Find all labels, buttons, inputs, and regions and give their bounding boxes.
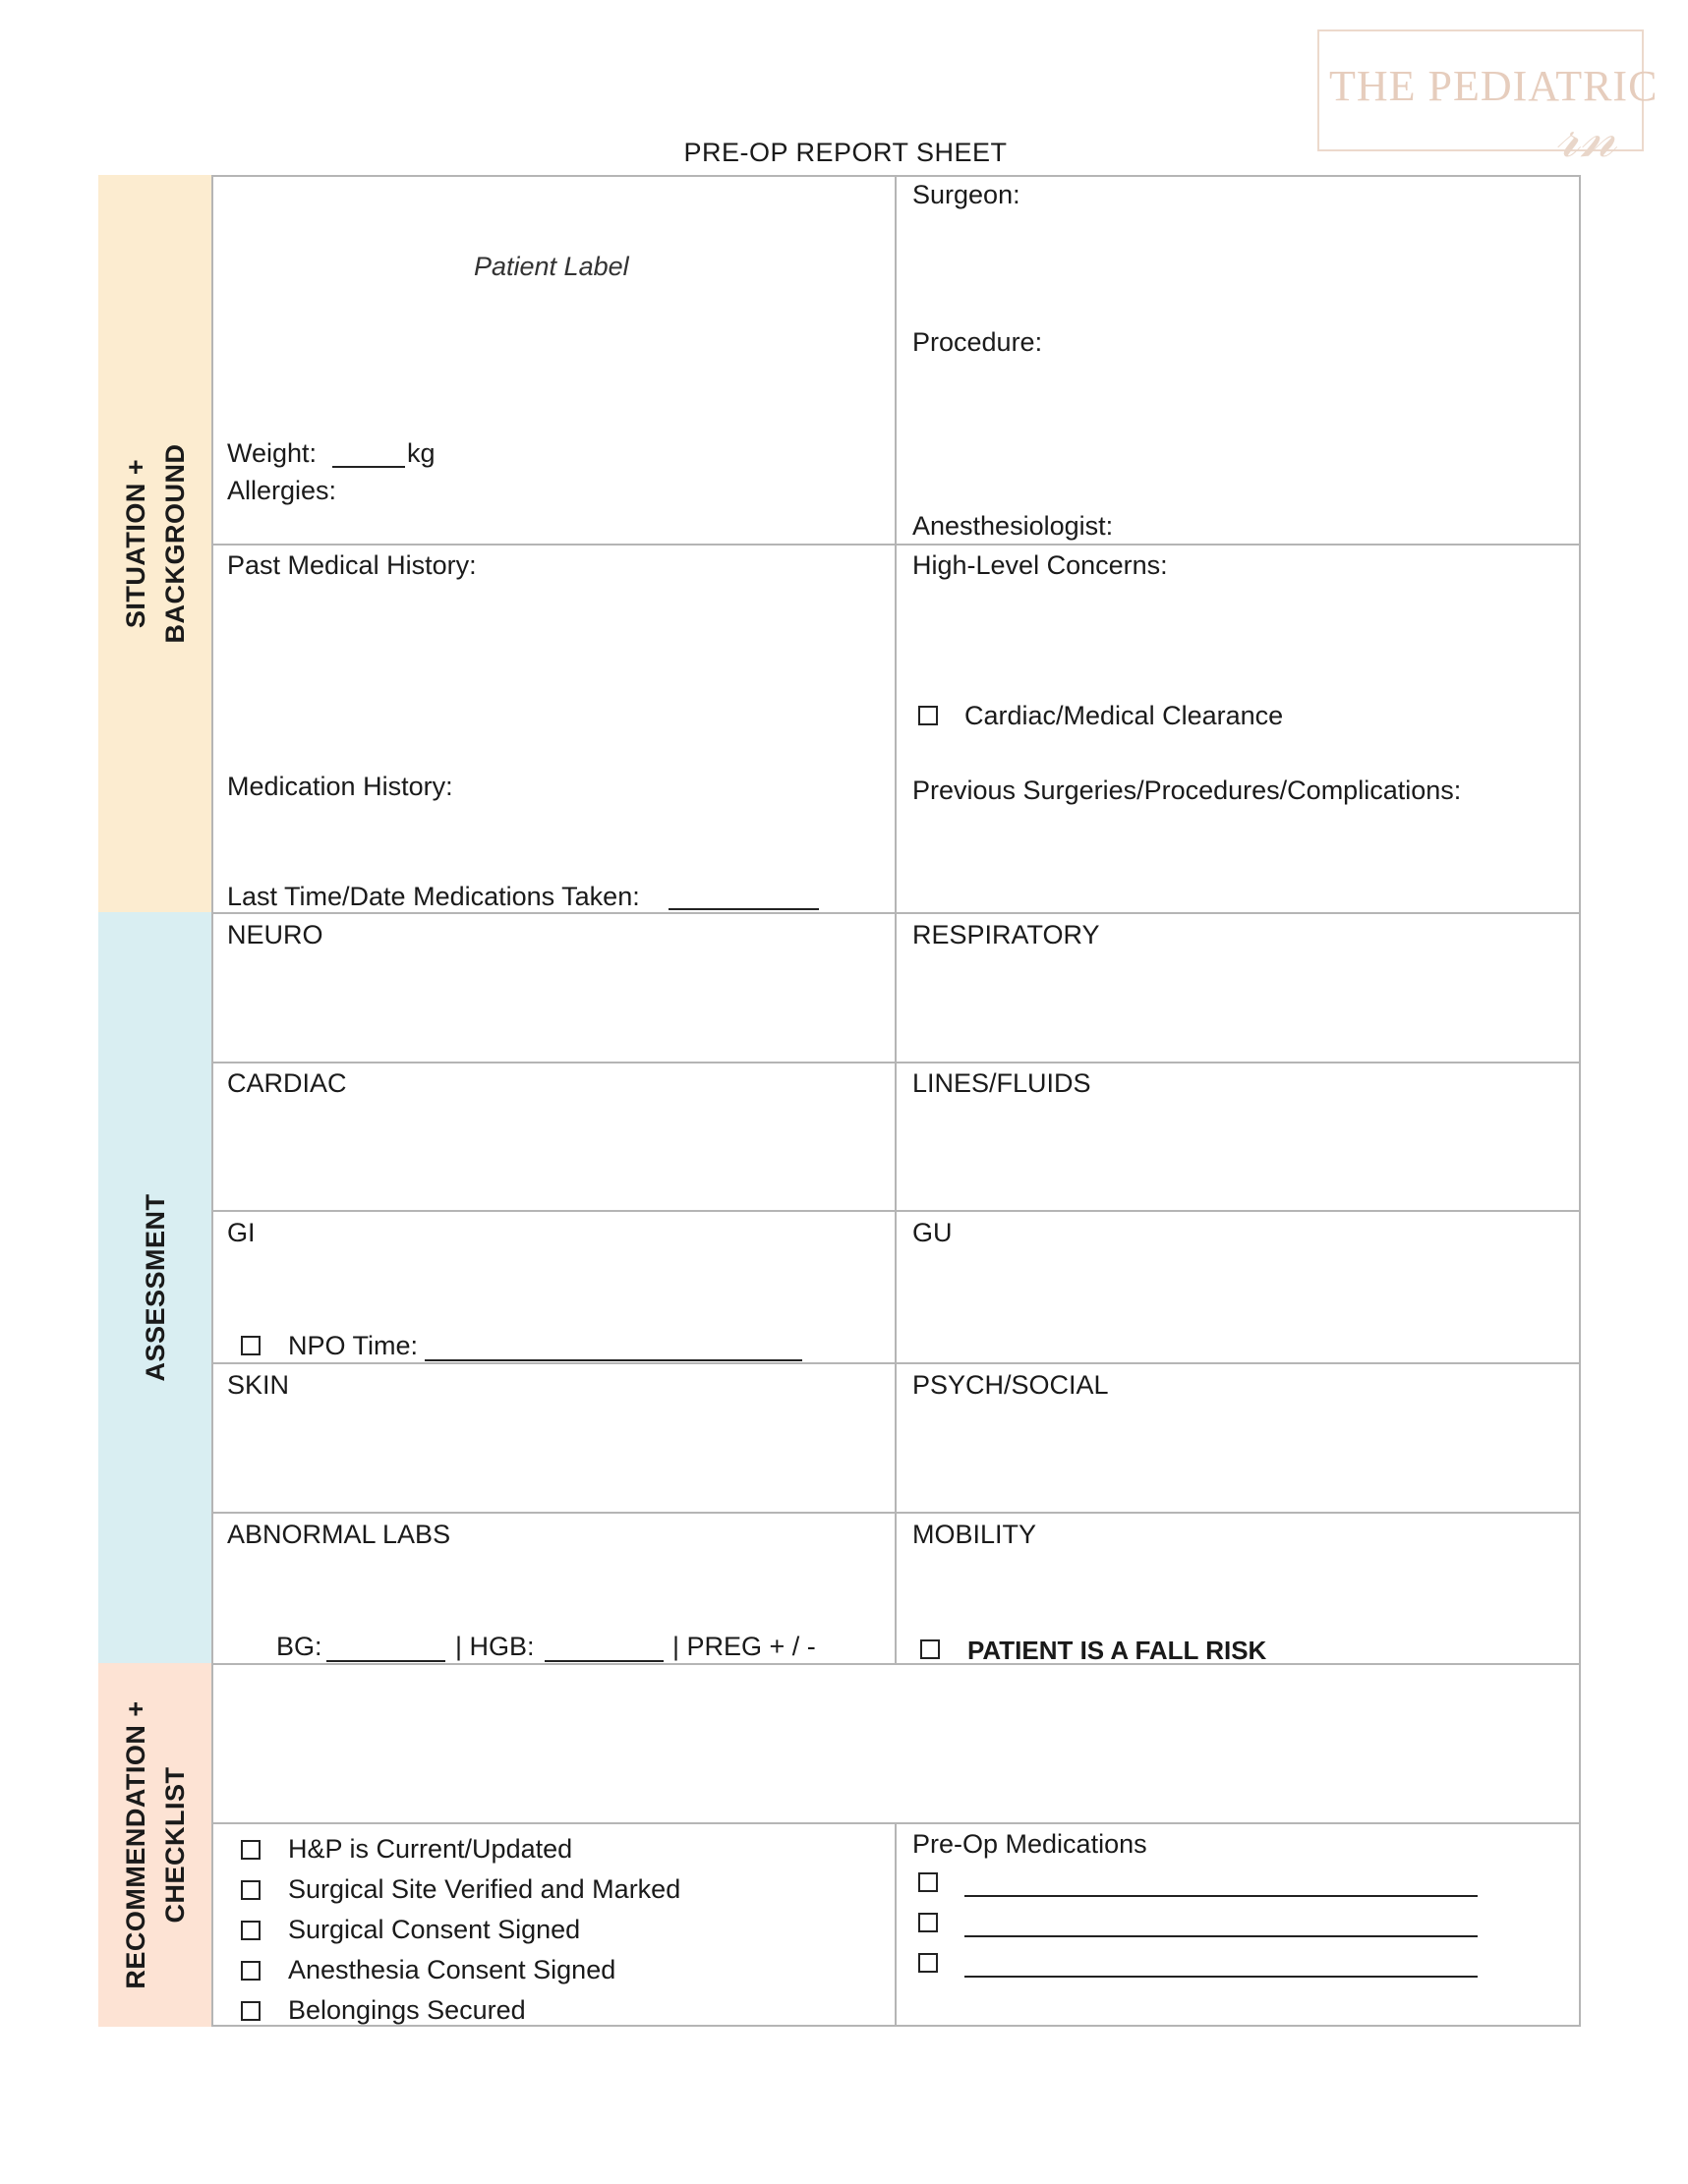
procedure-label: Procedure: [912, 327, 1043, 357]
pre-op-med-input-line[interactable] [964, 1895, 1478, 1897]
skin-label: SKIN [227, 1370, 290, 1400]
brand-logo [1317, 29, 1659, 171]
checklist-item: Surgical Site Verified and Marked [288, 1874, 681, 1904]
npo-checkbox[interactable] [241, 1336, 261, 1355]
pre-op-medications-label: Pre-Op Medications [912, 1829, 1147, 1859]
weight-label: Weight: [227, 438, 318, 468]
bg-label: BG: [276, 1632, 322, 1661]
checklist-checkbox[interactable] [241, 1961, 261, 1981]
pre-op-med-input-line[interactable] [964, 1976, 1478, 1978]
gu-label: GU [912, 1218, 953, 1247]
checklist-item: H&P is Current/Updated [288, 1834, 573, 1864]
checklist-checkbox[interactable] [241, 1840, 261, 1860]
pre-op-med-input-line[interactable] [964, 1935, 1478, 1937]
weight-unit: kg [407, 438, 436, 468]
pre-op-med-checkbox[interactable] [918, 1913, 938, 1932]
situation-band-label [116, 444, 195, 644]
pre-op-med-checkbox[interactable] [918, 1953, 938, 1973]
neuro-label: NEURO [227, 920, 323, 949]
allergies-label: Allergies: [227, 476, 337, 505]
cardiac-clearance-label: Cardiac/Medical Clearance [964, 701, 1284, 730]
gi-label: GI [227, 1218, 256, 1247]
anesthesiologist-label: Anesthesiologist: [912, 511, 1114, 541]
cardiac-clearance-checkbox[interactable] [918, 706, 938, 725]
mobility-label: MOBILITY [912, 1520, 1037, 1549]
checklist-checkbox[interactable] [241, 2001, 261, 2021]
recommendation-band-line2: CHECKLIST [160, 1766, 190, 1924]
logo-script: 𝓇𝓃 [1555, 102, 1616, 171]
psych-social-label: PSYCH/SOCIAL [912, 1370, 1109, 1400]
assessment-band [98, 912, 212, 1663]
surgeon-label: Surgeon: [912, 180, 1020, 209]
npo-time-label: NPO Time: [288, 1331, 419, 1360]
cardiac-label: CARDIAC [227, 1068, 347, 1098]
lines-fluids-label: LINES/FLUIDS [912, 1068, 1091, 1098]
assessment-band-label [136, 1193, 175, 1381]
situation-band [98, 175, 212, 912]
situation-band-line2: BACKGROUND [160, 443, 190, 644]
fall-risk-label: PATIENT IS A FALL RISK [967, 1636, 1267, 1665]
page-title: PRE-OP REPORT SHEET [683, 138, 1008, 167]
checklist-item: Anesthesia Consent Signed [288, 1955, 616, 1984]
previous-surgeries-label: Previous Surgeries/Procedures/Complications: [912, 776, 1462, 805]
last-meds-label: Last Time/Date Medications Taken: [227, 882, 640, 911]
situation-band-line1: SITUATION + [121, 458, 150, 629]
weight-input-line[interactable] [332, 466, 405, 468]
fall-risk-checkbox[interactable] [920, 1639, 940, 1659]
medication-history-label: Medication History: [227, 772, 453, 801]
hgb-label: | HGB: [455, 1632, 535, 1661]
bg-input-line[interactable] [326, 1660, 445, 1662]
assessment-band-line1: ASSESSMENT [141, 1193, 170, 1382]
checklist-checkbox[interactable] [241, 1880, 261, 1900]
divider [211, 1663, 1581, 1665]
respiratory-label: RESPIRATORY [912, 920, 1100, 949]
logo-text: THE PEDIATRIC [1329, 62, 1659, 110]
hgb-input-line[interactable] [545, 1660, 664, 1662]
abnormal-labs-label: ABNORMAL LABS [227, 1520, 451, 1549]
preg-label: | PREG + / - [672, 1632, 816, 1661]
column-divider [895, 1822, 897, 2027]
checklist-checkbox[interactable] [241, 1921, 261, 1940]
patient-label-placeholder: Patient Label [474, 252, 629, 281]
past-medical-history-label: Past Medical History: [227, 550, 477, 580]
high-level-concerns-label: High-Level Concerns: [912, 550, 1168, 580]
pre-op-med-checkbox[interactable] [918, 1872, 938, 1892]
recommendation-band [98, 1663, 212, 2027]
recommendation-band-label [116, 1700, 195, 1988]
recommendation-band-line1: RECOMMENDATION + [121, 1700, 150, 1989]
column-divider [895, 175, 897, 1663]
checklist-item: Surgical Consent Signed [288, 1915, 581, 1944]
last-meds-input-line[interactable] [669, 908, 819, 910]
checklist-item: Belongings Secured [288, 1995, 526, 2025]
npo-time-input-line[interactable] [425, 1359, 802, 1361]
